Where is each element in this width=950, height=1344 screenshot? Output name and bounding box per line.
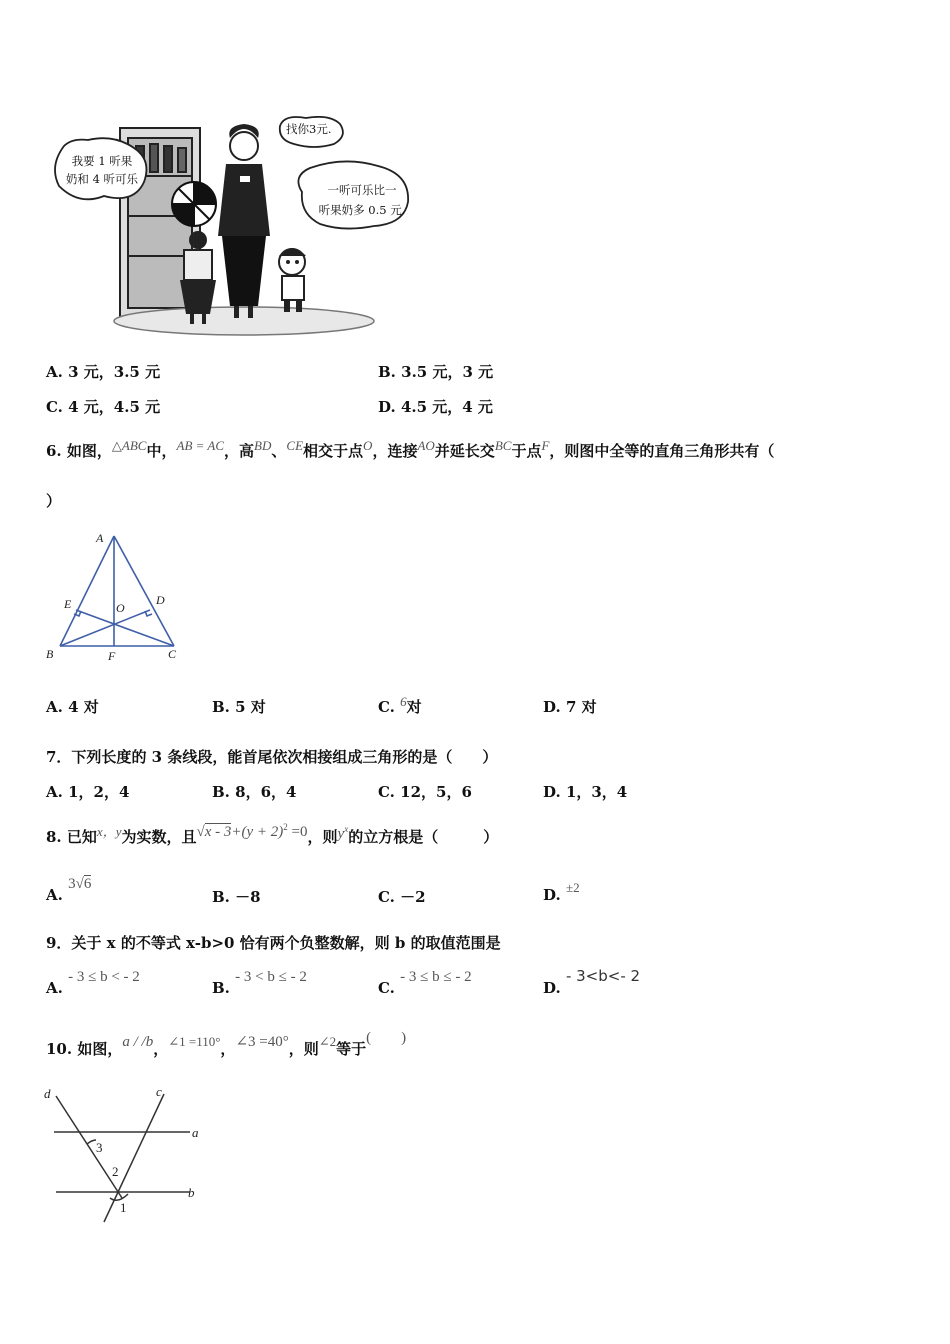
q7-option-d[interactable] <box>543 781 627 802</box>
q8-option-a-math <box>68 876 91 892</box>
q7-option-b-text: 8，6，4 <box>235 783 297 801</box>
q8-math-equals: =0 <box>287 824 308 840</box>
label-b: B <box>46 647 54 661</box>
q8-option-c-letter: C. <box>378 888 395 906</box>
right-angle-mark-d <box>145 611 152 616</box>
q9-stem: 9．关于 x 的不等式 x-b>0 恰有两个负整数解，则 b 的取值范围是 <box>46 934 501 952</box>
q6-math-bd: BD <box>254 438 272 453</box>
q10-math-paren: ( ) <box>366 1030 407 1046</box>
q8-text-2: 为实数，且 <box>121 828 197 846</box>
q10-text-3: ， <box>220 1040 236 1058</box>
label-c: C <box>168 647 177 661</box>
q8-math-base: y <box>337 826 345 842</box>
q7-stem: 7．下列长度的 3 条线段，能首尾依次相接组成三角形的是（ ） <box>46 748 498 766</box>
q10-text-2: ， <box>153 1040 169 1058</box>
bubble-left-line1: 我要 1 听果 <box>71 154 133 168</box>
q8-option-c-text: －2 <box>400 888 426 906</box>
saleswoman-drawing <box>218 124 270 318</box>
q5-option-a[interactable] <box>46 361 160 382</box>
q7-option-b[interactable] <box>212 781 296 802</box>
bubble-right-text <box>310 180 414 220</box>
label-1: 1 <box>120 1200 127 1215</box>
q6-option-c-math: 6 <box>400 694 407 709</box>
q6-number: 6. <box>46 442 62 460</box>
q7-option-c[interactable] <box>378 781 472 802</box>
q6-option-c-letter: C. <box>378 698 395 716</box>
label-a: a <box>192 1125 199 1140</box>
q10-math-parallel: a / /b <box>122 1034 154 1050</box>
label-o: O <box>116 601 125 615</box>
q5-option-c-text: 4 元，4.5 元 <box>68 398 161 416</box>
q7-option-a-letter: A. <box>46 783 63 801</box>
altitude-ce <box>76 610 174 646</box>
q5-option-b-text: 3.5 元，3 元 <box>401 363 494 381</box>
q9-option-a-letter: A. <box>46 979 63 997</box>
q5-option-b[interactable] <box>378 361 493 382</box>
q8-option-d-text: ±2 <box>565 880 580 895</box>
q7-option-a-text: 1，2，4 <box>68 783 130 801</box>
q7-option-d-text: 1，3，4 <box>565 783 628 801</box>
q5-option-d[interactable] <box>378 396 493 417</box>
q6-text-1: 如图， <box>66 442 112 460</box>
q6-option-b-letter: B. <box>212 698 230 716</box>
q8-math-square-term: +(y + 2) <box>231 824 284 840</box>
q9-option-d[interactable] <box>543 967 641 997</box>
q6-math-ao: AO <box>417 438 435 453</box>
q6-math-f: F <box>541 438 550 453</box>
q8-math-power-exp: x <box>344 824 349 834</box>
q9-option-d-text: - 3<b<- 2 <box>565 967 641 985</box>
q8-option-a-coef: 3 <box>68 876 76 892</box>
q10-number: 10. <box>46 1040 73 1058</box>
q6-text-4: 、 <box>271 442 287 460</box>
q8-option-a-radicand: 6 <box>83 876 92 892</box>
q8-stem <box>46 822 499 847</box>
q10-text-5: 等于 <box>336 1040 367 1058</box>
label-a: A <box>96 531 104 545</box>
label-d: D <box>156 593 165 607</box>
q9-option-c[interactable] <box>378 969 472 998</box>
q6-text-7: 并延长交 <box>434 442 495 460</box>
q6-math-ce: CE <box>286 438 304 453</box>
q8-option-d[interactable] <box>543 880 580 904</box>
q9-option-d-letter: D. <box>543 979 561 997</box>
q5-option-c-letter: C. <box>46 398 63 416</box>
q6-math-bc: BC <box>494 438 512 453</box>
q6-text-9: ，则图中全等的直角三角形共有（ <box>549 442 775 460</box>
q6-stem <box>46 440 774 461</box>
line-c <box>104 1094 164 1222</box>
q7-option-b-letter: B. <box>212 783 230 801</box>
q8-math-power <box>338 826 349 842</box>
q6-option-d[interactable] <box>543 696 597 717</box>
q7-option-c-text: 12，5，6 <box>400 783 472 801</box>
q8-option-b[interactable] <box>212 886 261 907</box>
q6-option-b-text: 5 对 <box>235 698 266 716</box>
label-f: F <box>108 649 116 663</box>
q9-option-c-letter: C. <box>378 979 395 997</box>
q6-text-8: 于点 <box>511 442 542 460</box>
label-d: d <box>44 1086 51 1101</box>
q8-option-d-letter: D. <box>543 886 561 904</box>
q10-math-angle1: ∠1 =110° <box>168 1034 221 1049</box>
q8-option-c[interactable] <box>378 886 426 907</box>
q8-text-3: ，则 <box>307 828 338 846</box>
q6-math-o: O <box>363 438 373 453</box>
bubble-right-line1: 一听可乐比一 <box>327 183 397 197</box>
side-ab <box>60 536 114 646</box>
q6-math-triangle: △ABC <box>111 438 147 453</box>
q7-option-a[interactable] <box>46 781 129 802</box>
q5-option-a-text: 3 元，3.5 元 <box>68 363 161 381</box>
q10-parallel-lines-figure <box>40 1082 210 1227</box>
q10-text-4: ，则 <box>288 1040 319 1058</box>
label-c: c <box>156 1084 162 1099</box>
q6-option-c-text: 对 <box>406 698 422 716</box>
q6-close-paren: ） <box>46 492 62 510</box>
q6-text-6: ，连接 <box>372 442 418 460</box>
q6-option-c[interactable] <box>378 696 422 717</box>
q9-option-a[interactable] <box>46 969 140 998</box>
q9-option-b-letter: B. <box>212 979 230 997</box>
label-e: E <box>64 597 72 611</box>
q10-text-1: 如图， <box>77 1040 123 1058</box>
q6-option-d-letter: D. <box>543 698 561 716</box>
radical-sign-icon: √ <box>75 876 84 892</box>
q5-option-a-letter: A. <box>46 363 63 381</box>
q5-option-c[interactable] <box>46 396 160 417</box>
q8-math-equation <box>196 824 307 840</box>
q8-text-1: 已知 <box>66 828 97 846</box>
q6-option-a-text: 4 对 <box>68 698 99 716</box>
q9-option-a-text: - 3 ≤ b < - 2 <box>68 969 140 985</box>
q8-math-exponent: 2 <box>283 822 288 832</box>
q8-text-4: 的立方根是（ ） <box>348 828 499 846</box>
boy-drawing <box>279 248 306 312</box>
side-ac <box>114 536 174 646</box>
q6-option-a-letter: A. <box>46 698 63 716</box>
q8-number: 8. <box>46 828 62 846</box>
label-b: b <box>188 1185 195 1200</box>
label-2: 2 <box>112 1164 119 1179</box>
q6-triangle-figure <box>40 526 190 666</box>
label-3: 3 <box>96 1140 103 1155</box>
q6-option-d-text: 7 对 <box>565 698 597 716</box>
q6-option-a[interactable] <box>46 696 99 717</box>
q6-option-b[interactable] <box>212 696 266 717</box>
bubble-left-text <box>62 152 142 188</box>
q5-option-d-letter: D. <box>378 398 396 416</box>
q8-math-xy: x，y <box>96 824 122 839</box>
q9-option-b[interactable] <box>212 969 307 998</box>
q7-option-d-letter: D. <box>543 783 561 801</box>
q9-option-b-text: - 3 < b ≤ - 2 <box>235 969 307 985</box>
q8-option-a[interactable] <box>46 876 92 905</box>
q9-option-c-text: - 3 ≤ b ≤ - 2 <box>400 969 472 985</box>
q5-option-d-text: 4.5 元，4 元 <box>400 398 493 416</box>
q8-option-b-letter: B. <box>212 888 230 906</box>
bubble-left-line2: 奶和 4 听可乐 <box>65 172 139 186</box>
line-d <box>56 1096 122 1198</box>
q10-stem <box>46 1030 407 1059</box>
q6-text-2: 中， <box>146 442 177 460</box>
q8-option-a-letter: A. <box>46 886 63 904</box>
bubble-top-text: 找你3元. <box>286 122 332 136</box>
angle-arc-3 <box>87 1140 96 1144</box>
q6-text-3: ，高 <box>224 442 255 460</box>
q8-math-radicand: x - 3 <box>204 824 232 840</box>
q10-math-angle3: ∠3 =40° <box>235 1034 289 1050</box>
q6-math-ab-ac: AB = AC <box>176 438 225 453</box>
bubble-right-line2: 听果奶多 0.5 元. <box>318 203 406 217</box>
q8-option-b-text: －8 <box>235 888 261 906</box>
shopping-illustration <box>44 116 414 338</box>
q6-text-5: 相交于点 <box>303 442 364 460</box>
altitude-bd <box>60 610 150 646</box>
q5-option-b-letter: B. <box>378 363 396 381</box>
radical-sign-icon: √ <box>196 824 205 840</box>
umbrella-drawing <box>172 182 216 226</box>
q7-option-c-letter: C. <box>378 783 395 801</box>
q10-math-angle2: ∠2 <box>318 1034 337 1049</box>
